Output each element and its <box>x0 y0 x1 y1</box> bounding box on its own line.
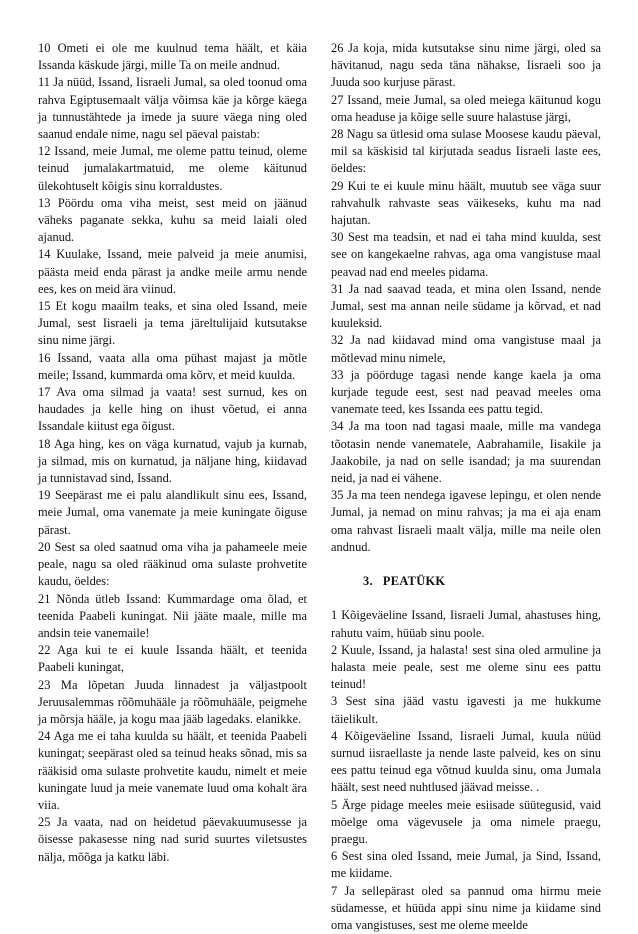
verse-33: 33 ja pöörduge tagasi nende kange kaela ja oma kurjade tegude eest, sest nad peavad meeles oma vanemate teed, kes Issanda ees pattu tegid. <box>331 367 601 417</box>
verse-12: 12 Issand, meie Jumal, me oleme pattu teinud, oleme teinud jumalakartmatuid, me oleme käitunud ülekohtuselt kõigis sinu korraldustes. <box>38 144 307 193</box>
verse-21: 21 Nõnda ütleb Issand: Kummardage oma õlad, et teenida Paabeli kuningat. Nii jääte maale, mille ma andsin teie vanemaile! <box>38 591 307 640</box>
verse-13: 13 Pöördu oma viha meist, sest meid on jäänud väheks paganate sekka, kuhu sa meid laiali oled ajanud. <box>38 195 307 245</box>
verse-20: 20 Sest sa oled saatnud oma viha ja pahameele meie peale, nagu sa oled rääkinud oma sulaste prohvetite kaudu, öeldes: <box>38 539 307 589</box>
chapter-number: 3. <box>363 574 373 589</box>
verse-23: 23 Ma lõpetan Juuda linnadest ja väljastpoolt Jeruusalemmas rõõmuhääle ja rõõmuhääle, peigmehe ja mõrsja hääle, ja kogu maa jääb lagedaks. elanikke. <box>38 677 307 726</box>
verse-14: 14 Kuulake, Issand, meie palveid ja meie anumisi, päästa meid enda pärast ja andke meile armu nende ees, kes on meid ära viinud. <box>38 247 307 296</box>
verse-25: 25 Ja vaata, nad on heidetud päevakuumusesse ja öisesse pakasesse ning nad surid suurtes viletsustes nälja, mõõga ja katku läbi. <box>38 815 307 864</box>
verse-29: 29 Kui te ei kuule minu häält, muutub see väga suur rahvahulk rahvaste seas väikeseks, kuhu ma nad hajutan. <box>331 178 601 228</box>
verse-16: 16 Issand, vaata alla oma pühast majast ja mõtle meile; Issand, kummarda oma kõrv, et meid kuulda. <box>38 350 307 382</box>
verse-26: 26 Ja koja, mida kutsutakse sinu nime järgi, oled sa hävitanud, nagu seda täna nähakse, Iisraeli soo ja Juuda soo kurjuse pärast. <box>331 41 601 90</box>
verse-34: 34 Ja ma toon nad tagasi maale, mille ma vandega tõotasin nende vanematele, Aabrahamile, Iisakile ja Jaakobile, ja nad on selle isandad; ja ma suurendan neid, ja nad ei vähene. <box>331 419 601 486</box>
verse-22: 22 Aga kui te ei kuule Issanda häält, et teenida Paabeli kuningat, <box>38 643 307 675</box>
chapter3-verse-7: 7 Ja sellepärast oled sa pannud oma hirmu meie südamesse, et hüüda appi sinu nime ja kiidame sind oma vangistuses, sest me oleme meelde <box>331 883 601 932</box>
verse-24: 24 Aga me ei taha kuulda su häält, et teenida Paabeli kuningat; seepärast oled sa teinud heaks sõnad, mis sa rääkisid oma sulaste prohvetite kaudu, nimelt et meie kuningate luud ja meie vanemate luud oma kohalt ära viia. <box>38 729 307 812</box>
verse-11: 11 Ja nüüd, Issand, Iisraeli Jumal, sa oled toonud oma rahva Egiptusemaalt välja võimsa käe ja kõrge käega ja tunnustähtede ja imede ja suure väega ning oled saanud endale nime, nagu sel päeval paistab: <box>38 75 307 142</box>
chapter3-verse-1: 1 Kõigeväeline Issand, Iisraeli Jumal, ahastuses hing, rahutu vaim, hüüab sinu poole. <box>331 608 601 640</box>
verse-18: 18 Aga hing, kes on väga kurnatud, vajub ja kurnab, ja silmad, mis on kurnatud, ja näljane hing, kiidavad ja tunnistavad sind, Issand. <box>38 436 307 486</box>
chapter-title: PEATÜKK <box>382 574 446 589</box>
verse-35: 35 Ja ma teen nendega igavese lepingu, et olen nende Jumal, ja nemad on minu rahvas; ja ma ei aja enam oma rahvast Iisraeli maalt välja, mille ma neile olen andnud. <box>331 488 601 554</box>
chapter-heading <box>363 573 601 590</box>
verse-30: 30 Sest ma teadsin, et nad ei taha mind kuulda, sest see on kangekaelne rahvas, aga oma vangistuse maal peavad nad end meeles pidama. <box>331 230 601 279</box>
right-column <box>331 40 601 934</box>
chapter3-verse-3: 3 Sest sina jääd vastu igavesti ja me hukkume täielikult. <box>331 694 601 726</box>
verse-28: 28 Nagu sa ütlesid oma sulase Moosese kaudu päeval, mil sa käskisid tal kirjutada seadus Iisraeli laste ees, öeldes: <box>331 127 601 176</box>
verse-17: 17 Ava oma silmad ja vaata! sest surnud, kes on haudades ja kelle hing on ihust võetud, ei anna Issandale kiitust ega õigust. <box>38 385 307 434</box>
verse-19: 19 Seepärast me ei palu alandlikult sinu ees, Issand, meie Jumal, oma vanemate ja meie kuningate õiguse pärast. <box>38 488 307 537</box>
verse-32: 32 Ja nad kiidavad mind oma vangistuse maal ja mõtlevad minu nimele, <box>331 333 601 365</box>
chapter3-verse-4: 4 Kõigeväeline Issand, Iisraeli Jumal, kuula nüüd surnud iisraellaste ja nende laste palveid, kes on sinu ees pattu teinud ega võtnud kuulda sinu, oma Jumala häält, sest need nuhtlused jäävad meisse. . <box>331 728 601 795</box>
chapter3-verse-2: 2 Kuule, Issand, ja halasta! sest sina oled armuline ja halasta meie peale, sest me oleme sinu ees pattu teinud! <box>331 642 601 692</box>
verse-15: 15 Et kogu maailm teaks, et sina oled Issand, meie Jumal, sest Iisraeli ja tema järeltulijaid kutsutakse sinu nime järgi. <box>38 299 307 348</box>
verse-10: 10 Ometi ei ole me kuulnud tema häält, et käia Issanda käskude järgi, mille Ta on meile andnud. <box>38 41 307 73</box>
chapter3-verse-6: 6 Sest sina oled Issand, meie Jumal, ja Sind, Issand, me kiidame. <box>331 849 601 881</box>
verse-31: 31 Ja nad saavad teada, et mina olen Issand, nende Jumal, sest ma annan neile südame ja kõrvad, et nad kuuleksid. <box>331 281 601 331</box>
left-column <box>38 40 307 866</box>
verse-27: 27 Issand, meie Jumal, sa oled meiega käitunud kogu oma headuse ja kõige selle suure halastuse järgi, <box>331 92 601 124</box>
chapter3-verse-5: 5 Ärge pidage meeles meie esiisade süütegusid, vaid mõelge oma vägevusele ja oma nimele praegu, praegu. <box>331 797 601 846</box>
